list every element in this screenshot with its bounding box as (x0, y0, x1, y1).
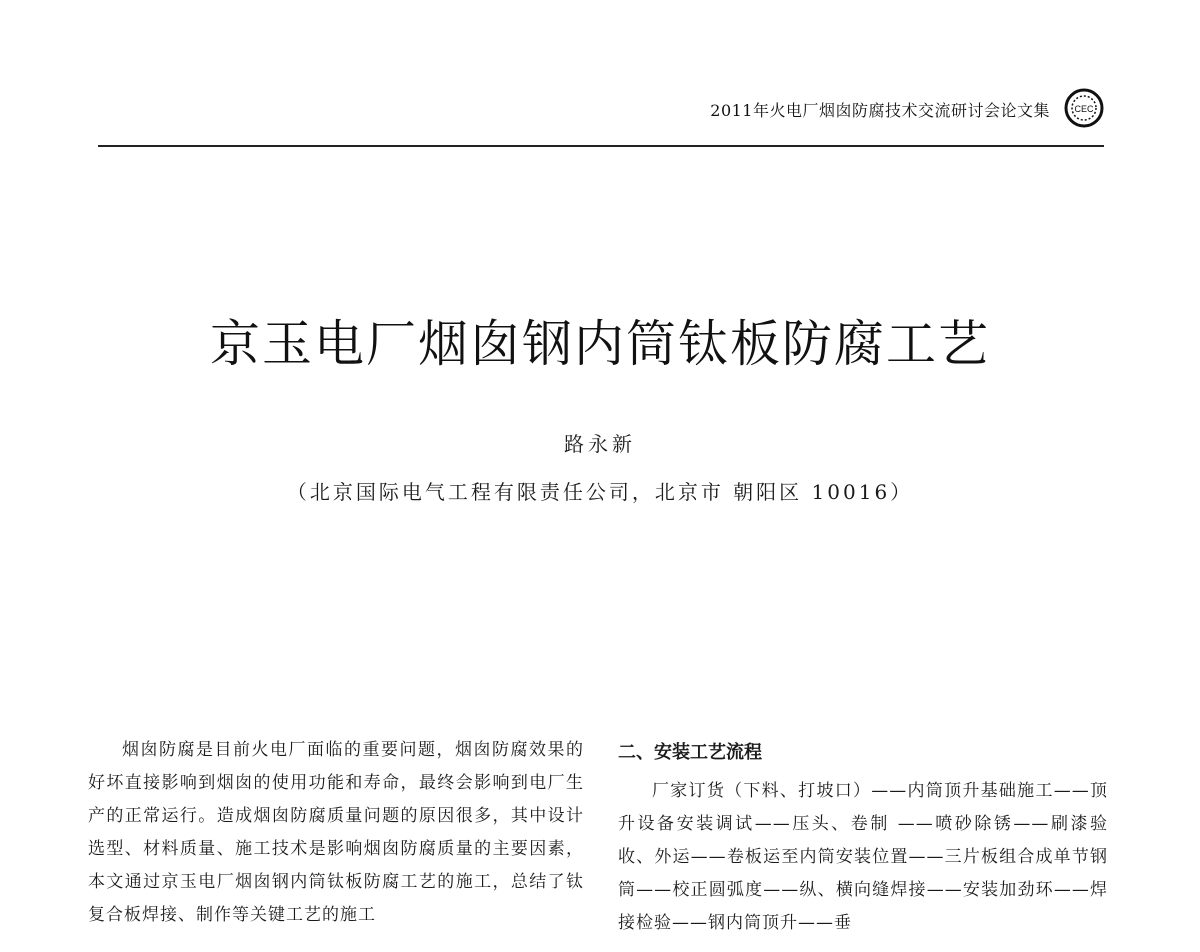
right-column (618, 734, 1108, 940)
left-column (88, 734, 584, 932)
article-title: 京玉电厂烟囱钢内筒钛板防腐工艺 (210, 314, 990, 373)
intro-paragraph: 烟囱防腐是目前火电厂面临的重要问题，烟囱防腐效果的好坏直接影响到烟囱的使用功能和寿命，最终会影响到电厂生产的正常运行。造成烟囱防腐质量问题的原因很多，其中设计选型、材料质量、施工技术是影响烟囱防腐质量的主要因素，本文通过京玉电厂烟囱钢内筒钛板防腐工艺的施工，总结了钛复合板焊接、制作等关键工艺的施工 (88, 740, 584, 925)
running-header: 2011年火电厂烟囱防腐技术交流研讨会论文集 (710, 101, 1050, 120)
conference-seal-logo-icon (1064, 88, 1104, 128)
section-heading: 二、安装工艺流程 (618, 742, 762, 763)
header-rule (98, 145, 1104, 147)
logo-text: CEC (1074, 104, 1094, 114)
author-name: 路永新 (564, 432, 636, 456)
author-affiliation: （北京国际电气工程有限责任公司，北京市 朝阳区 10016） (286, 480, 914, 504)
process-paragraph: 厂家订货（下料、打坡口）——内筒顶升基础施工——顶升设备安装调试——压头、卷制 ——喷砂除锈——刷漆验收、外运——卷板运至内筒安装位置——三片板组合成单节钢筒——校正圆弧度——纵、横向缝焊接——安装加劲环——焊接检验——钢内筒顶升——垂 (618, 781, 1108, 933)
